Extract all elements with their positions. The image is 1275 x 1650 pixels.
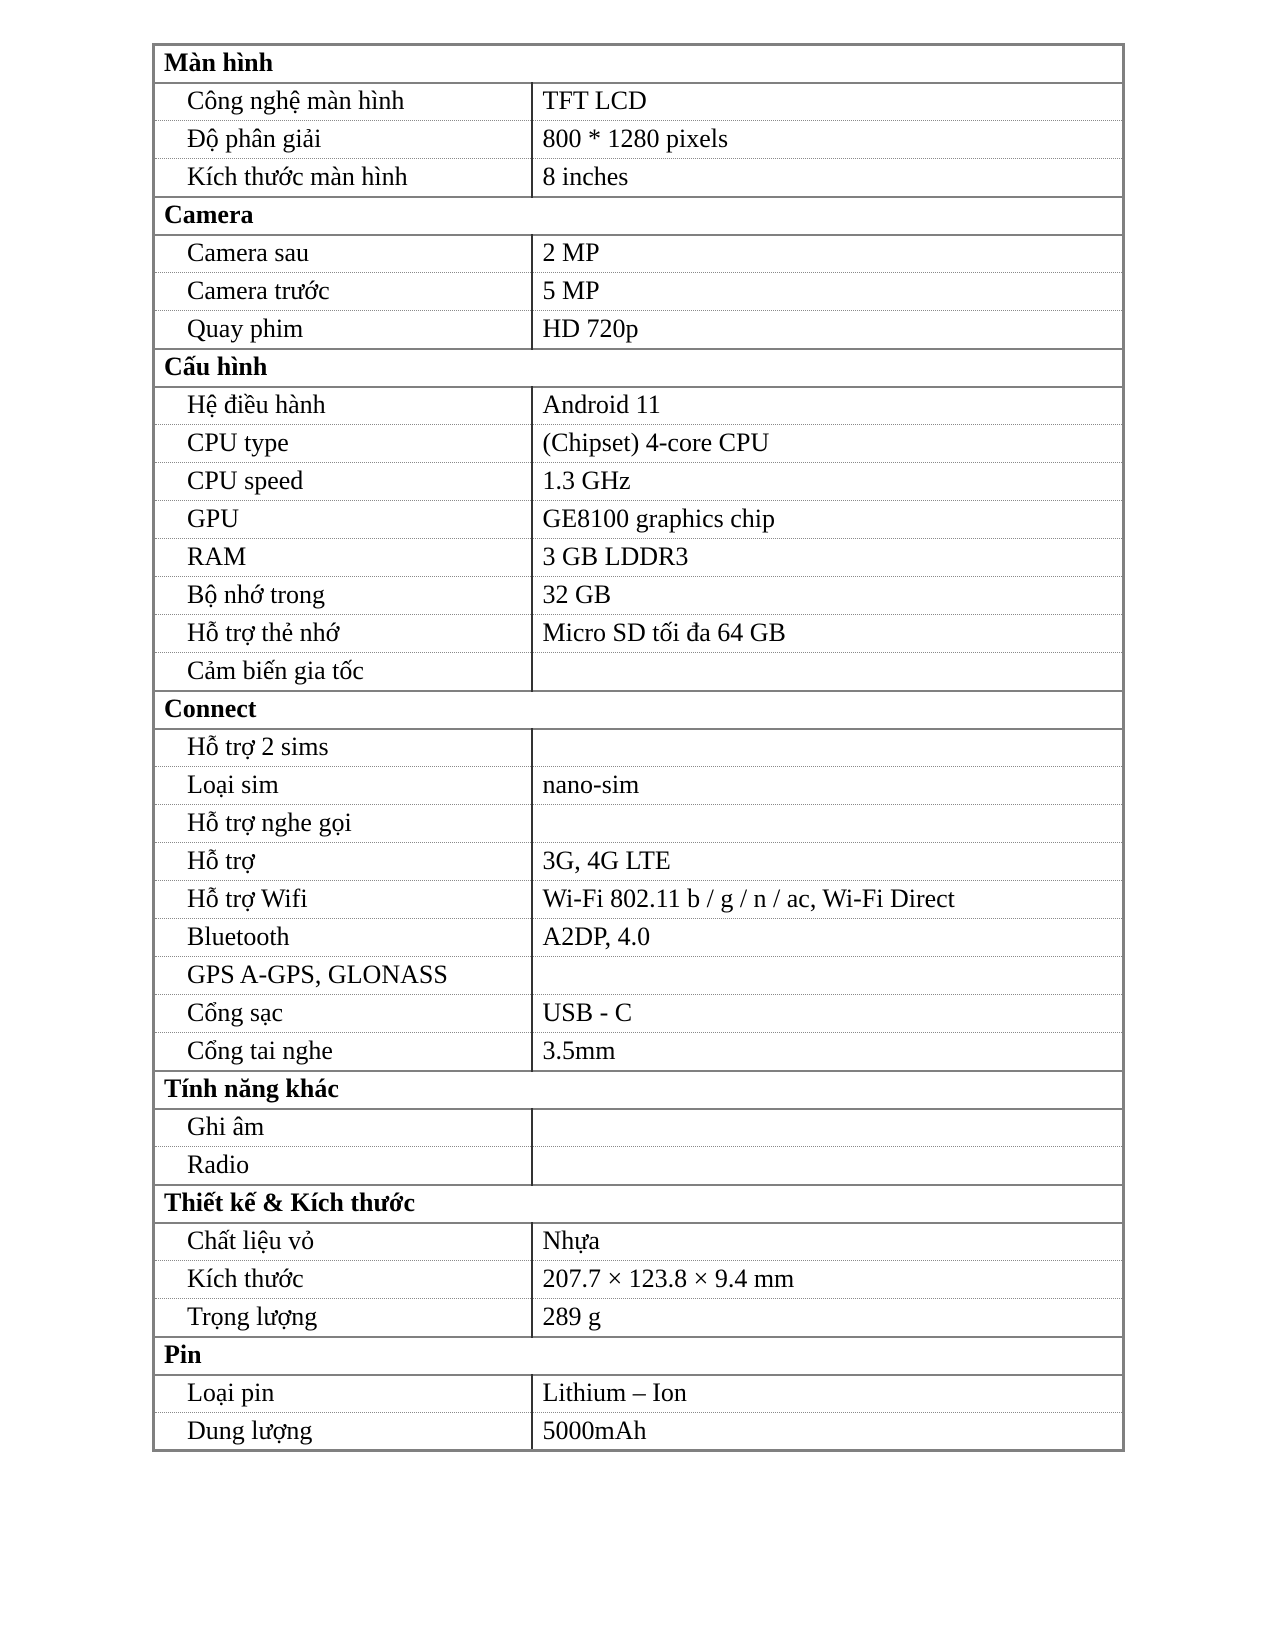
spec-value: 3.5mm xyxy=(542,1035,616,1065)
spec-value xyxy=(532,957,1124,995)
spec-value xyxy=(532,805,1124,843)
section-title: Màn hình xyxy=(164,48,274,78)
section-title: Tính năng khác xyxy=(164,1074,339,1104)
spec-label: Camera sau xyxy=(154,235,532,273)
spec-row xyxy=(154,919,1124,957)
spec-label: Dung lượng xyxy=(154,1413,532,1451)
section-title: Thiết kế & Kích thước xyxy=(164,1188,415,1218)
spec-value: 5000mAh xyxy=(542,1415,647,1445)
spec-label: Quay phim xyxy=(154,311,532,349)
spec-row xyxy=(154,577,1124,615)
spec-value: Micro SD tối đa 64 GB xyxy=(542,618,786,648)
spec-value: Nhựa xyxy=(542,1226,600,1256)
spec-row xyxy=(154,1109,1124,1147)
spec-label: Bluetooth xyxy=(154,919,532,957)
spec-value: 32 GB xyxy=(542,580,612,610)
section-title: Pin xyxy=(164,1340,202,1370)
spec-label: Loại pin xyxy=(154,1375,532,1413)
spec-value: nano-sim xyxy=(542,770,640,800)
spec-label: Trọng lượng xyxy=(154,1299,532,1337)
spec-label: Hỗ trợ nghe gọi xyxy=(154,805,532,843)
spec-value: 289 g xyxy=(542,1301,601,1331)
spec-value: 3G, 4G LTE xyxy=(542,846,671,876)
spec-label: Hỗ trợ Wifi xyxy=(154,881,532,919)
spec-label: Cảm biến gia tốc xyxy=(154,653,532,691)
spec-row xyxy=(154,425,1124,463)
spec-value: 1.3 GHz xyxy=(542,466,631,496)
spec-row xyxy=(154,235,1124,273)
spec-row xyxy=(154,539,1124,577)
spec-label: Độ phân giải xyxy=(154,121,532,159)
spec-row xyxy=(154,501,1124,539)
spec-table-body xyxy=(154,45,1124,1451)
spec-label: Cổng sạc xyxy=(154,995,532,1033)
spec-row xyxy=(154,83,1124,121)
spec-table xyxy=(152,43,1125,1452)
section-title: Camera xyxy=(164,200,254,230)
spec-row xyxy=(154,729,1124,767)
spec-label: Radio xyxy=(154,1147,532,1185)
spec-label: Hỗ trợ thẻ nhớ xyxy=(154,615,532,653)
spec-row xyxy=(154,159,1124,197)
spec-label: Kích thước xyxy=(154,1261,532,1299)
spec-label: Camera trước xyxy=(154,273,532,311)
spec-row xyxy=(154,1299,1124,1337)
spec-label: Cổng tai nghe xyxy=(154,1033,532,1071)
spec-label: Ghi âm xyxy=(154,1109,532,1147)
spec-row xyxy=(154,311,1124,349)
spec-label: Công nghệ màn hình xyxy=(154,83,532,121)
spec-row xyxy=(154,1147,1124,1185)
spec-row xyxy=(154,995,1124,1033)
spec-value xyxy=(532,1109,1124,1147)
spec-value: 3 GB LDDR3 xyxy=(542,542,689,572)
spec-row xyxy=(154,843,1124,881)
spec-row xyxy=(154,387,1124,425)
spec-value: Lithium – Ion xyxy=(542,1378,687,1408)
spec-value: 207.7 × 123.8 × 9.4 mm xyxy=(542,1264,795,1294)
spec-label: RAM xyxy=(154,539,532,577)
spec-value: Wi-Fi 802.11 b / g / n / ac, Wi-Fi Direct xyxy=(542,884,955,914)
spec-row xyxy=(154,1223,1124,1261)
section-header-row xyxy=(154,197,1124,235)
spec-value: GE8100 graphics chip xyxy=(542,504,776,534)
spec-value: Android 11 xyxy=(542,390,661,420)
spec-value: 5 MP xyxy=(542,276,600,306)
spec-value: 800 * 1280 pixels xyxy=(542,124,729,154)
spec-value: HD 720p xyxy=(542,313,639,343)
section-header-row xyxy=(154,1185,1124,1223)
spec-label: GPU xyxy=(154,501,532,539)
spec-row xyxy=(154,805,1124,843)
spec-label: Hỗ trợ 2 sims xyxy=(154,729,532,767)
spec-row xyxy=(154,881,1124,919)
spec-value: 2 MP xyxy=(542,238,600,268)
spec-row xyxy=(154,767,1124,805)
spec-value xyxy=(532,1147,1124,1185)
spec-value xyxy=(532,653,1124,691)
spec-value: TFT LCD xyxy=(542,86,647,116)
spec-label: Loại sim xyxy=(154,767,532,805)
section-header-row xyxy=(154,45,1124,83)
section-header-row xyxy=(154,691,1124,729)
spec-row xyxy=(154,1375,1124,1413)
spec-row xyxy=(154,1413,1124,1451)
spec-label: CPU speed xyxy=(154,463,532,501)
spec-value: USB - C xyxy=(542,998,633,1028)
spec-value: 8 inches xyxy=(542,161,629,191)
spec-row xyxy=(154,615,1124,653)
section-header-row xyxy=(154,1337,1124,1375)
spec-label: Bộ nhớ trong xyxy=(154,577,532,615)
spec-row xyxy=(154,273,1124,311)
spec-row xyxy=(154,653,1124,691)
spec-label: Hỗ trợ xyxy=(154,843,532,881)
section-title: Cấu hình xyxy=(164,352,268,382)
spec-row xyxy=(154,957,1124,995)
spec-row xyxy=(154,1261,1124,1299)
spec-label: Kích thước màn hình xyxy=(154,159,532,197)
spec-row xyxy=(154,1033,1124,1071)
spec-label: CPU type xyxy=(154,425,532,463)
spec-label: GPS A-GPS, GLONASS xyxy=(154,957,532,995)
spec-row xyxy=(154,463,1124,501)
spec-value xyxy=(532,729,1124,767)
spec-label: Hệ điều hành xyxy=(154,387,532,425)
section-header-row xyxy=(154,349,1124,387)
spec-value: A2DP, 4.0 xyxy=(542,922,651,952)
spec-value: (Chipset) 4-core CPU xyxy=(542,428,770,458)
section-header-row xyxy=(154,1071,1124,1109)
spec-label: Chất liệu vỏ xyxy=(154,1223,532,1261)
spec-row xyxy=(154,121,1124,159)
section-title: Connect xyxy=(164,694,257,724)
